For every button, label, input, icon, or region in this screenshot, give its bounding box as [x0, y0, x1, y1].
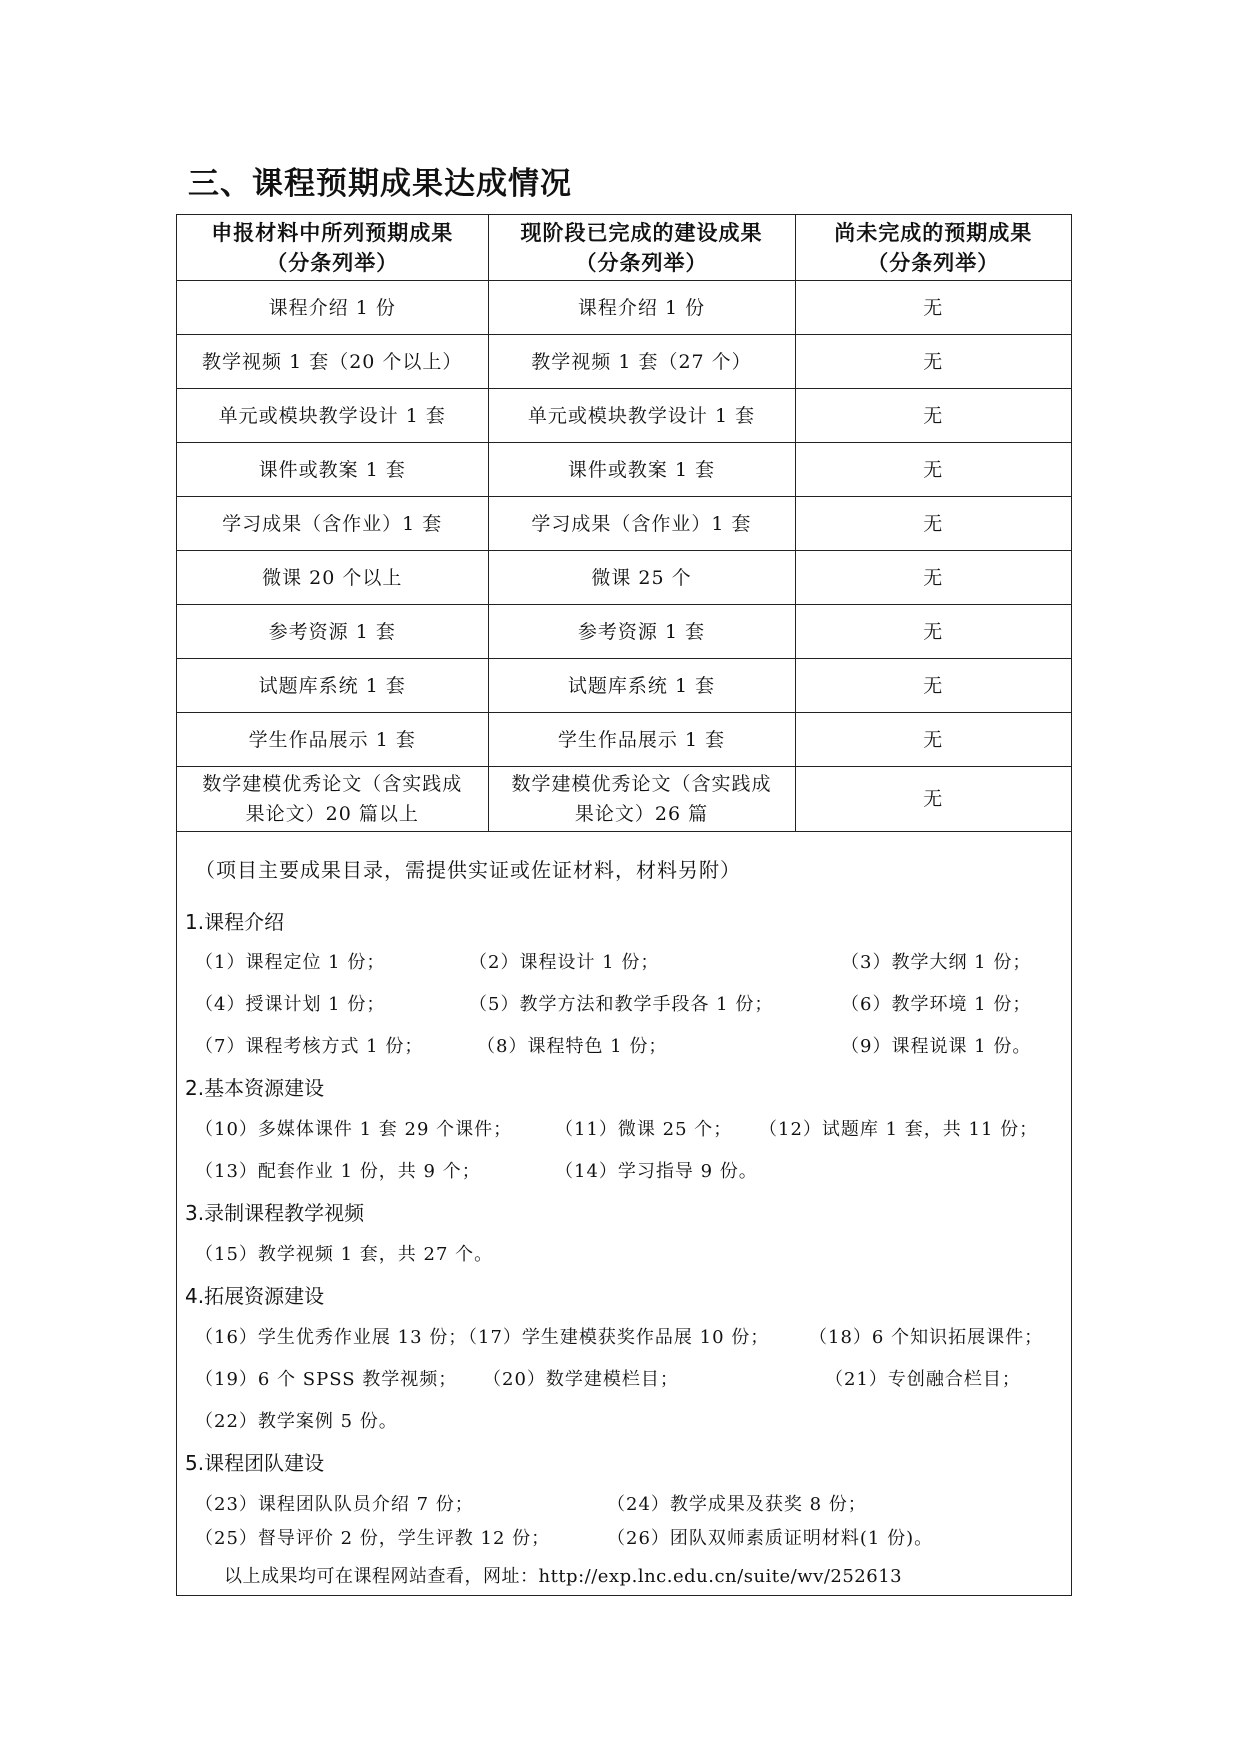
table-cell: 无 [795, 389, 1071, 443]
header-completed-outcomes: 现阶段已完成的建设成果 （分条列举） [488, 215, 795, 281]
table-row [177, 551, 1071, 605]
section-heading-course-intro: 1.课程介绍 [185, 910, 285, 934]
list-item: （4）授课计划 1 份； [195, 994, 386, 1015]
list-item: （24）教学成果及获奖 8 份； [607, 1494, 867, 1515]
table-row [177, 605, 1071, 659]
table-cell: 教学视频 1 套（27 个） [488, 335, 795, 389]
table-cell: 数学建模优秀论文（含实践成 果论文）20 篇以上 [177, 767, 488, 832]
table-cell: 微课 25 个 [488, 551, 795, 605]
list-item: （3）教学大纲 1 份； [841, 952, 1032, 973]
table-row [177, 281, 1071, 335]
list-item: （20）数学建模栏目； [483, 1369, 679, 1390]
section-heading-basic-resources: 2.基本资源建设 [185, 1076, 325, 1100]
table-cell: 无 [795, 713, 1071, 767]
table-cell: 无 [795, 551, 1071, 605]
table-row [177, 497, 1071, 551]
table-row [177, 335, 1071, 389]
list-item: （22）教学案例 5 份。 [195, 1411, 398, 1432]
table-cell: 试题库系统 1 套 [488, 659, 795, 713]
list-item: （18）6 个知识拓展课件； [809, 1327, 1044, 1348]
list-item: （14）学习指导 9 份。 [555, 1161, 758, 1182]
table-cell: 学习成果（含作业）1 套 [177, 497, 488, 551]
list-item: （13）配套作业 1 份，共 9 个； [195, 1161, 481, 1182]
table-cell: 课程介绍 1 份 [177, 281, 488, 335]
list-item: （25）督导评价 2 份，学生评教 12 份； [195, 1528, 551, 1549]
table-row [177, 713, 1071, 767]
table-cell: 学习成果（含作业）1 套 [488, 497, 795, 551]
table-cell: 参考资源 1 套 [488, 605, 795, 659]
list-item: （5）教学方法和教学手段各 1 份； [469, 994, 774, 1015]
outcomes-table [177, 215, 1071, 832]
section-heading-video: 3.录制课程教学视频 [185, 1201, 365, 1225]
table-cell: 无 [795, 605, 1071, 659]
table-cell: 无 [795, 281, 1071, 335]
table-cell: 课件或教案 1 套 [488, 443, 795, 497]
table-cell: 微课 20 个以上 [177, 551, 488, 605]
list-item: （21）专创融合栏目； [825, 1369, 1021, 1390]
table-header-row [177, 215, 1071, 281]
list-item: （10）多媒体课件 1 套 29 个课件； [195, 1119, 513, 1140]
table-row [177, 443, 1071, 497]
table-row [177, 659, 1071, 713]
table-cell: 学生作品展示 1 套 [488, 713, 795, 767]
list-item: （11）微课 25 个； [555, 1119, 733, 1140]
list-item: （8）课程特色 1 份； [477, 1036, 668, 1057]
list-item: （23）课程团队队员介绍 7 份； [195, 1494, 474, 1515]
table-cell: 数学建模优秀论文（含实践成 果论文）26 篇 [488, 767, 795, 832]
table-cell: 课件或教案 1 套 [177, 443, 488, 497]
list-item: （2）课程设计 1 份； [469, 952, 660, 973]
list-item: （19）6 个 SPSS 教学视频； [195, 1369, 458, 1390]
table-row [177, 389, 1071, 443]
outcomes-summary [177, 832, 1071, 1577]
page-title: 三、课程预期成果达成情况 [188, 166, 572, 202]
list-item: （12）试题库 1 套，共 11 份； [759, 1119, 1039, 1140]
table-cell: 试题库系统 1 套 [177, 659, 488, 713]
table-cell: 学生作品展示 1 套 [177, 713, 488, 767]
section-heading-team: 5.课程团队建设 [185, 1451, 325, 1475]
table-cell: 无 [795, 659, 1071, 713]
table-cell: 无 [795, 767, 1071, 832]
list-item: （9）课程说课 1 份。 [841, 1036, 1032, 1057]
table-cell: 教学视频 1 套（20 个以上） [177, 335, 488, 389]
header-pending-outcomes: 尚未完成的预期成果 （分条列举） [795, 215, 1071, 281]
summary-intro: （项目主要成果目录，需提供实证或佐证材料，材料另附） [195, 858, 741, 882]
list-item: （17）学生建模获奖作品展 10 份； [459, 1327, 770, 1348]
table-row [177, 767, 1071, 832]
table-cell: 单元或模块教学设计 1 套 [177, 389, 488, 443]
list-item: （16）学生优秀作业展 13 份； [195, 1327, 468, 1348]
table-cell: 单元或模块教学设计 1 套 [488, 389, 795, 443]
header-declared-outcomes: 申报材料中所列预期成果 （分条列举） [177, 215, 488, 281]
table-cell: 课程介绍 1 份 [488, 281, 795, 335]
table-cell: 参考资源 1 套 [177, 605, 488, 659]
list-item: （26）团队双师素质证明材料(1 份)。 [607, 1528, 934, 1549]
table-cell: 无 [795, 443, 1071, 497]
table-cell: 无 [795, 335, 1071, 389]
table-cell: 无 [795, 497, 1071, 551]
list-item: （6）教学环境 1 份； [841, 994, 1032, 1015]
results-frame [176, 214, 1072, 1596]
website-note: 以上成果均可在课程网站查看，网址：http://exp.lnc.edu.cn/suite/wv/252613 [224, 1566, 903, 1587]
list-item: （1）课程定位 1 份； [195, 952, 386, 973]
section-heading-extended-resources: 4.拓展资源建设 [185, 1284, 325, 1308]
list-item: （7）课程考核方式 1 份； [195, 1036, 424, 1057]
list-item: （15）教学视频 1 套，共 27 个。 [195, 1244, 494, 1265]
